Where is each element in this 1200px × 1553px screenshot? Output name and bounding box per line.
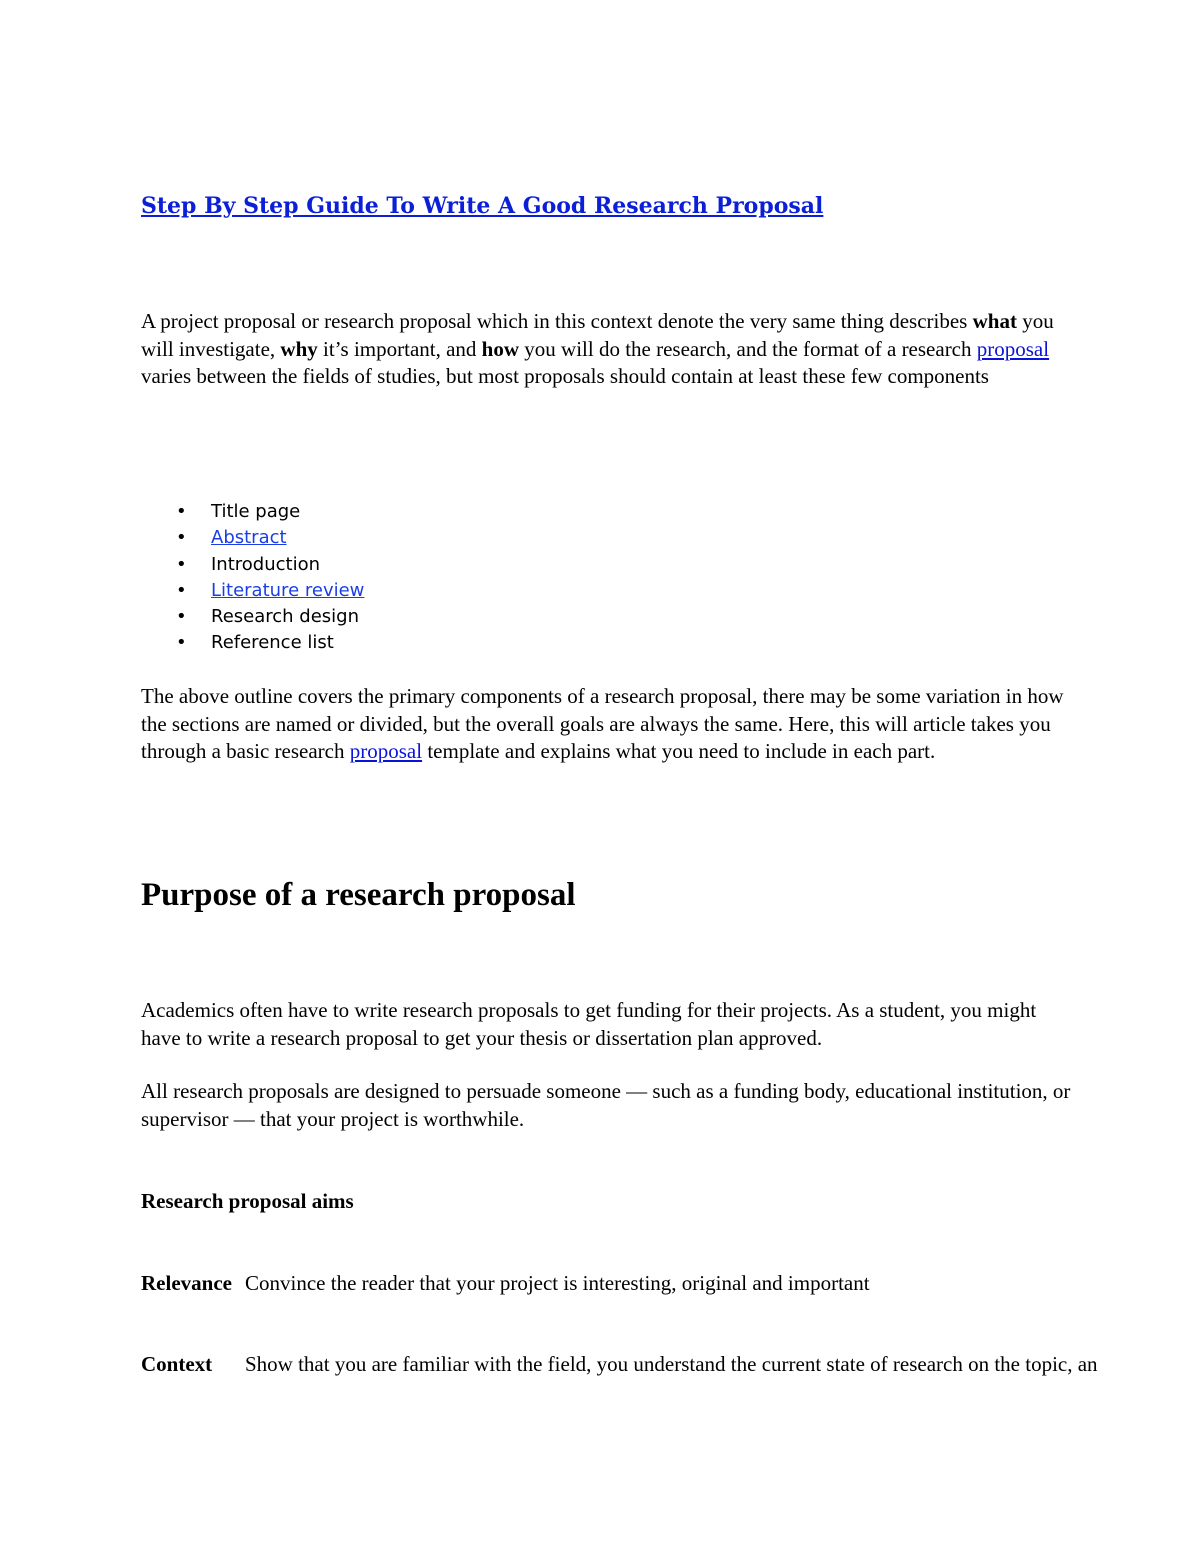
aim-description: Convince the reader that your project is interesting, original and important (245, 1271, 870, 1295)
aim-term: Relevance (141, 1271, 232, 1295)
aim-row-relevance (141, 1269, 870, 1297)
bullet-icon: • (176, 579, 187, 601)
intro-text-3: it’s important, and (317, 336, 482, 361)
list-item (141, 552, 364, 578)
aims-heading: Research proposal aims (141, 1189, 354, 1213)
component-title-page: Title page (211, 501, 301, 522)
purpose-heading: Purpose of a research proposal (141, 877, 576, 913)
bullet-icon: • (176, 632, 187, 654)
academics-paragraph: Academics often have to write research proposals to get funding for their projects. As a student, you might have to write a research proposal to get your thesis or dissertation plan approved. (141, 998, 1037, 1050)
intro-text-1: A project proposal or research proposal which in this context denote the very same thing describes (141, 309, 973, 333)
proposal-template-link[interactable]: proposal (349, 739, 423, 763)
intro-bold-why: why (280, 336, 318, 361)
literature-review-link[interactable]: Literature review (211, 579, 365, 601)
aim-description: Show that you are familiar with the field, you understand the current state of research on the topic, an (245, 1352, 1098, 1376)
document-title (141, 189, 823, 223)
list-item (141, 578, 364, 604)
list-item (141, 525, 364, 551)
intro-text-5: varies between the fields of studies, but most proposals should contain at least these few components (141, 364, 989, 388)
title-link[interactable]: Step By Step Guide To Write A Good Research Proposal (141, 193, 824, 219)
component-reference-list: Reference list (211, 632, 334, 654)
components-list (141, 499, 364, 657)
aim-row-context (141, 1350, 1098, 1378)
component-introduction: Introduction (211, 553, 321, 575)
intro-bold-what: what (972, 309, 1017, 333)
aim-term: Context (141, 1352, 213, 1376)
list-item (141, 604, 364, 630)
intro-text-4: you will do the research, and the format of a research (519, 336, 977, 361)
list-item (141, 499, 364, 525)
intro-paragraph (141, 308, 1081, 391)
intro-bold-how: how (481, 336, 520, 361)
component-research-design: Research design (211, 606, 359, 628)
list-item (141, 630, 364, 656)
bullet-icon: • (176, 553, 187, 575)
bullet-icon: • (176, 501, 187, 522)
bullet-icon: • (176, 527, 187, 549)
outline-text-1: The above outline covers the primary components of a research proposal, there may be some variation in how the sections are named or divided, but the overall goals are always the same. Here, this will article takes you through a basic research (141, 684, 1064, 763)
outline-text-2: template and explains what you need to include in each part. (422, 739, 936, 763)
intro-text-2: you will investigate, (141, 309, 1054, 361)
bullet-icon: • (176, 606, 187, 628)
outline-paragraph (141, 683, 1081, 766)
abstract-link[interactable]: Abstract (211, 527, 287, 549)
proposal-link[interactable]: proposal (976, 336, 1050, 361)
persuade-paragraph: All research proposals are designed to persuade someone — such as a funding body, educational institution, or supervisor — that your project is worthwhile. (141, 1079, 1071, 1131)
